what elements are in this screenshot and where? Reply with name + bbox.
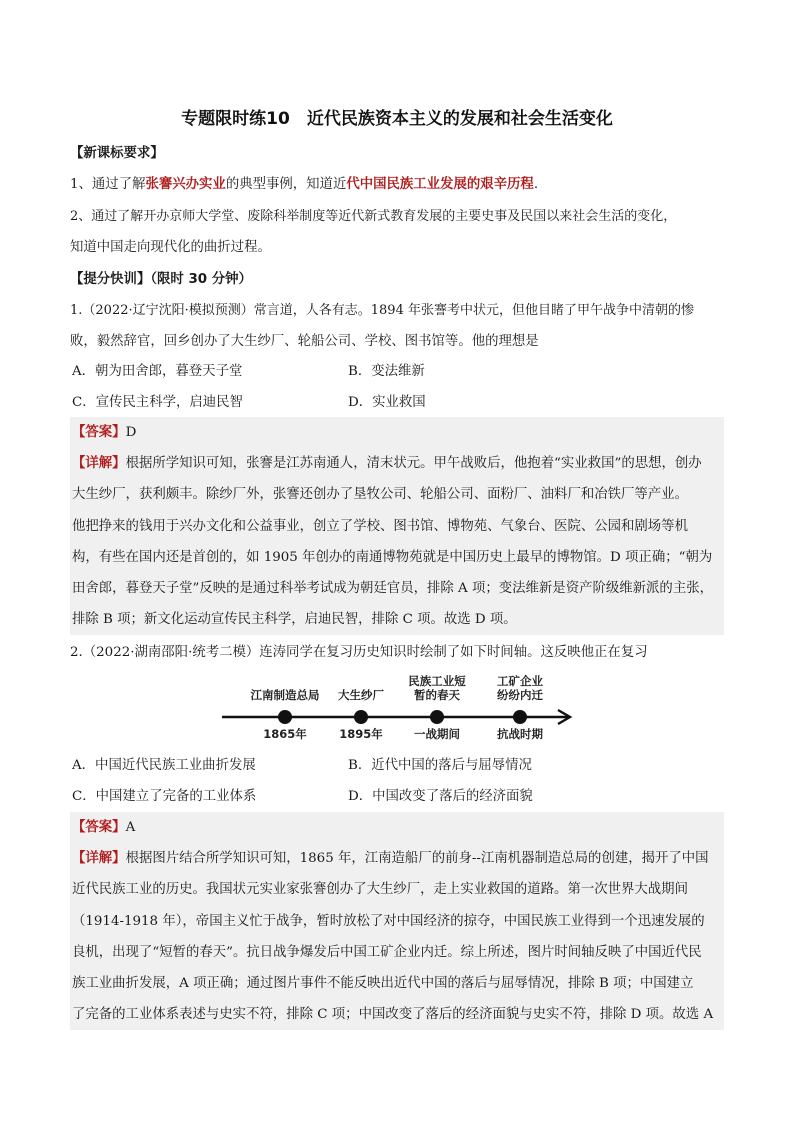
timeline-figure — [222, 672, 582, 744]
timeline-dot-1 — [278, 710, 292, 724]
q1-answer-value: D — [125, 425, 137, 440]
q2-detail-line-5: 族工业曲折发展，A 项正确；通过图片事件不能反映出近代中国的落后与屈辱情况，排除 B 项；中国建立 — [72, 976, 694, 992]
q2-stem: 2.（2022·湖南邵阳·统考二模）连涛同学在复习历史知识时绘制了如下时间轴。这反映他正在复习 — [70, 645, 648, 660]
q2-detail-text-1: 根据图片结合所学知识可知，1865 年，江南造船厂的前身--江南机器制造总局的创建，揭开了中国 — [125, 851, 709, 867]
timeline-dot-3 — [430, 710, 444, 724]
page-title: 专题限时练10 近代民族资本主义的发展和社会生活变化 — [181, 109, 613, 129]
q1-option-b: B．变法维新 — [348, 364, 425, 379]
q2-answer-block — [70, 812, 724, 1030]
drill-header: 【提分快训】（限时 30 分钟） — [70, 272, 252, 287]
q1-stem-line-2: 败，毅然辞官，回乡创办了大生纱厂、轮船公司、学校、图书馆等。他的理想是 — [70, 334, 539, 349]
q1-detail-tag: 【详解】 — [72, 456, 126, 472]
q1-detail-line-4: 构，有些在国内还是首创的，如 1905 年创办的南通博物苑就是中国历史上最早的博物馆。D 项正确；“朝为 — [72, 549, 713, 565]
q1-stem-line-1: 1.（2022·辽宁沈阳·模拟预测）常言道，人各有志。1894 年张謇考中状元，但他目睹了甲午战争中清朝的惨 — [70, 303, 694, 318]
requirement-1 — [70, 169, 724, 200]
q1-option-a: A．朝为田舍郎，暮登天子堂 — [72, 364, 243, 379]
q2-option-a: A．中国近代民族工业曲折发展 — [72, 758, 256, 773]
q2-detail-line-3: （1914-1918 年），帝国主义忙于战争，暂时放松了对中国经济的掠夺，中国民族工业得到一个迅速发展的 — [72, 913, 705, 929]
timeline-dot-4 — [513, 710, 527, 724]
requirement-1-text-b: 的典型事例，知道近 — [225, 177, 347, 192]
q2-detail-line-1 — [70, 843, 724, 874]
q1-answer-block — [70, 417, 724, 635]
q2-option-d: D．中国改变了落后的经济面貌 — [348, 789, 533, 804]
q1-detail-text-1: 根据所学知识可知，张謇是江苏南通人，清末状元。甲午战败后，他抱着“实业救国”的思想，创办 — [125, 456, 702, 472]
timeline-dot-2 — [354, 710, 368, 724]
q2-detail-line-4: 良机，出现了“短暂的春天”。抗日战争爆发后中国工矿企业内迁。综上所述，图片时间轴反映了中国近代民 — [72, 944, 702, 960]
timeline-event-3: 民族工业短 暂的春天 — [408, 674, 466, 702]
requirement-2-line-2: 知道中国走向现代化的曲折过程。 — [70, 240, 271, 255]
timeline-event-1: 江南制造总局 — [250, 688, 320, 702]
q1-detail-line-5: 田舍郎，暮登天子堂”反映的是通过科举考试成为朝廷官员，排除 A 项；变法维新是资产阶级维新派的主张， — [72, 581, 713, 597]
requirement-1-text-c: . — [533, 177, 539, 192]
requirement-1-highlight-a: 张謇兴办实业 — [145, 177, 226, 192]
q1-answer-line — [70, 417, 724, 448]
q1-detail-line-2: 大生纱厂，获利颇丰。除纱厂外，张謇还创办了垦牧公司、轮船公司、面粉厂、油料厂和冶铁厂等产业。 — [72, 487, 688, 503]
timeline-event-2: 大生纱厂 — [338, 688, 384, 702]
requirements-header: 【新课标要求】 — [70, 146, 164, 161]
timeline-year-4: 抗战时期 — [497, 727, 543, 741]
q2-answer-value: A — [125, 820, 136, 835]
q2-detail-tag: 【详解】 — [72, 851, 126, 867]
timeline-event-4: 工矿企业 纷纷内迁 — [497, 674, 543, 702]
timeline-year-3: 一战期间 — [414, 727, 460, 741]
q2-detail-line-6: 了完备的工业体系表述与史实不符，排除 C 项；中国改变了落后的经济面貌与史实不符，排除 D 项。故选 A — [72, 1007, 714, 1023]
q1-detail-line-3: 他把挣来的钱用于兴办文化和公益事业，创立了学校、图书馆、博物苑、气象台、医院、公园和剧场等机 — [72, 518, 688, 534]
q2-answer-line — [70, 812, 724, 843]
q2-answer-tag: 【答案】 — [72, 820, 126, 835]
q1-detail-line-6: 排除 B 项；新文化运动宣传民主科学，启迪民智，排除 C 项。故选 D 项。 — [72, 612, 517, 628]
requirement-1-highlight-b: 代中国民族工业发展的艰辛历程 — [346, 177, 534, 192]
requirement-1-text-a: 1、通过了解 — [70, 177, 146, 192]
q2-detail-line-2: 近代民族工业的历史。我国状元实业家张謇创办了大生纱厂，走上实业救国的道路。第一次世界大战期间 — [72, 882, 688, 898]
q1-option-d: D．实业救国 — [348, 395, 426, 410]
q2-option-c: C．中国建立了完备的工业体系 — [72, 789, 257, 804]
q1-detail-line-1 — [70, 448, 724, 479]
timeline-year-1: 1865年 — [263, 727, 307, 741]
timeline-year-2: 1895年 — [339, 727, 383, 741]
q2-option-b: B．近代中国的落后与屈辱情况 — [348, 758, 532, 773]
requirement-2-line-1: 2、通过了解开办京师大学堂、废除科举制度等近代新式教育发展的主要史事及民国以来社会生活的变化， — [70, 209, 677, 224]
q1-option-c: C．宣传民主科学，启迪民智 — [72, 395, 243, 410]
q1-answer-tag: 【答案】 — [72, 425, 126, 440]
